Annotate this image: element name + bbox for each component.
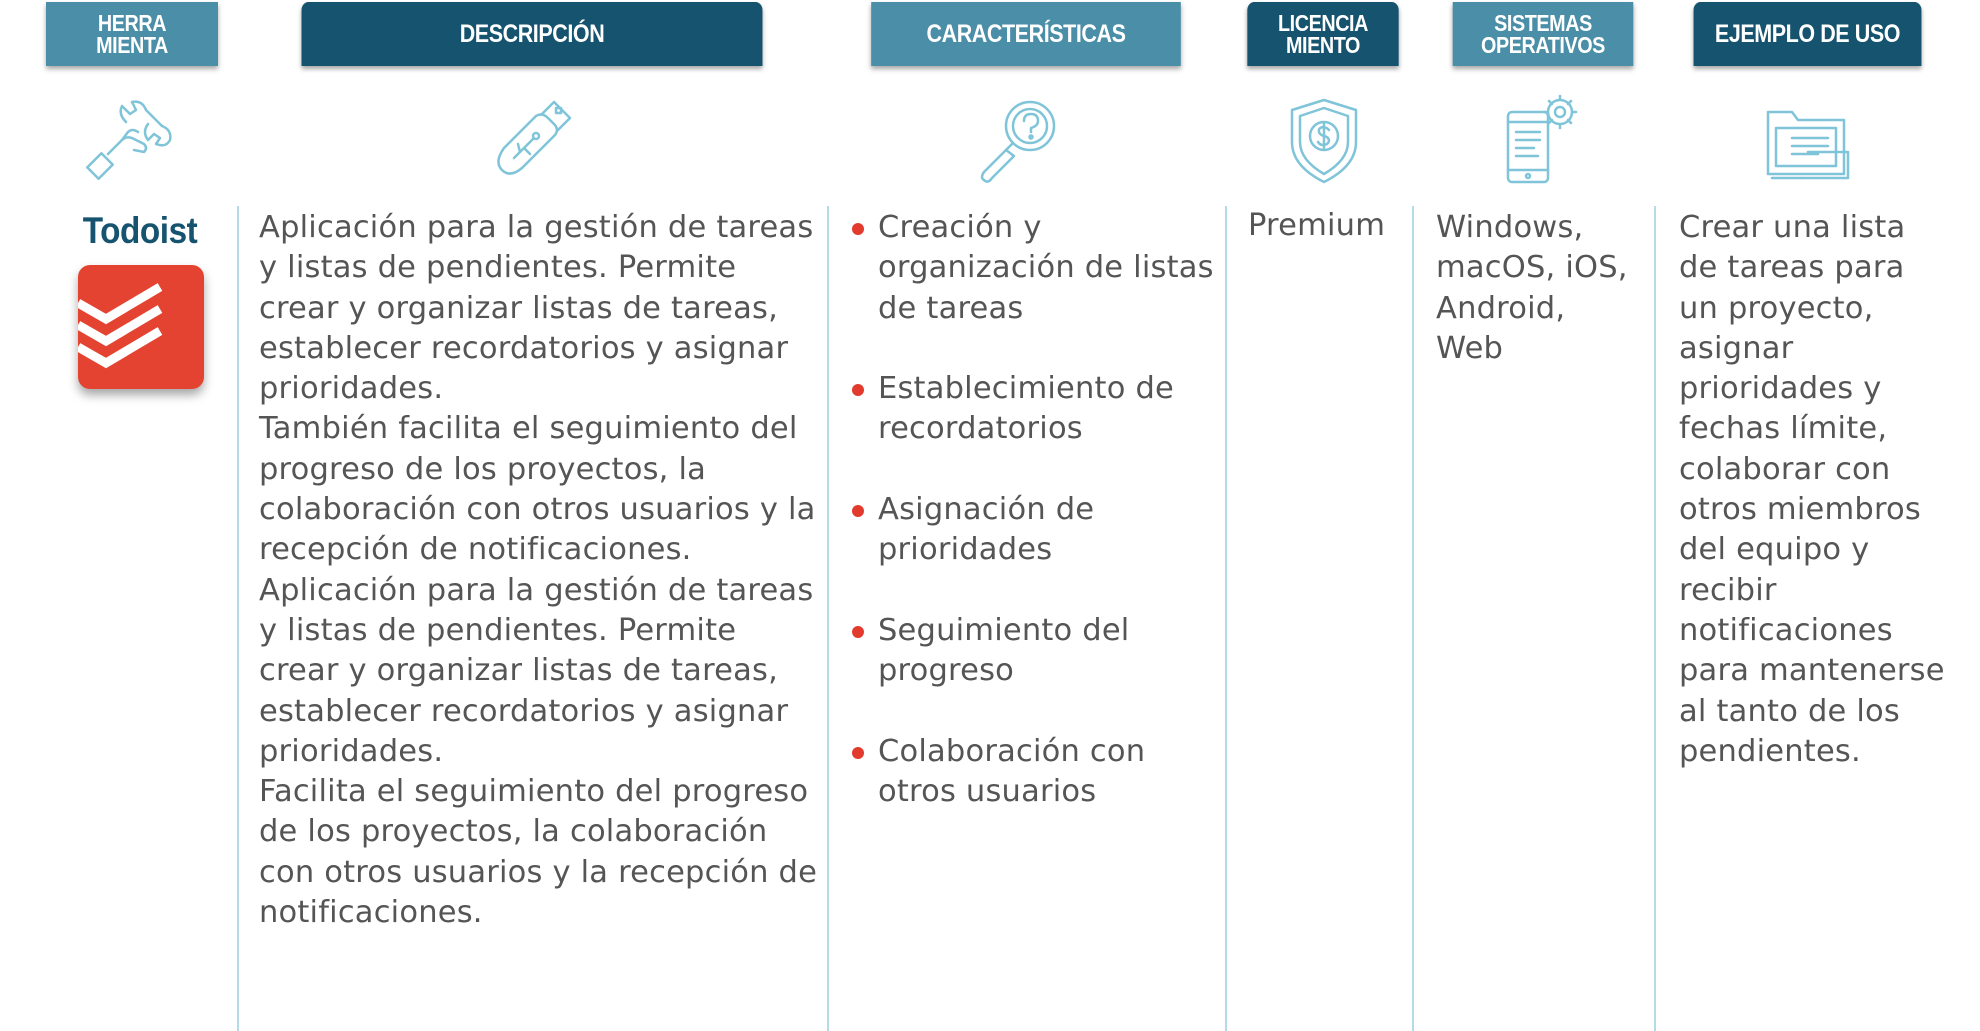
list-item: Seguimiento del progreso [846, 611, 1216, 692]
divider-3 [1225, 206, 1227, 1031]
os-cell: Windows, macOS, iOS, Android, Web [1436, 210, 1628, 366]
license-cell: Premium [1248, 208, 1386, 243]
header-license-line1: LICENCIA [1278, 10, 1368, 36]
list-item: Establecimiento de recordatorios [846, 369, 1216, 450]
divider-2 [827, 206, 829, 1031]
folder-document-icon [1758, 92, 1854, 188]
divider-1 [237, 206, 239, 1031]
header-features-label: CARACTERÍSTICAS [926, 20, 1126, 48]
magnifier-question-icon [972, 92, 1068, 188]
description-cell [259, 208, 819, 933]
shield-dollar-icon [1276, 92, 1372, 188]
list-item: Colaboración con otros usuarios [846, 732, 1216, 813]
mobile-gear-icon [1494, 92, 1590, 188]
list-item: Asignación de prioridades [846, 490, 1216, 571]
description-paragraph-1: Aplicación para la gestión de tareas y listas de pendientes. Permite crear y organizar listas de tareas, establecer recordatorios y asignar prioridades. [259, 210, 814, 407]
header-os [1453, 2, 1634, 66]
usb-drive-icon [484, 92, 580, 188]
wrench-hand-icon [82, 92, 178, 188]
header-example-label: EJEMPLO DE USO [1714, 20, 1901, 48]
header-license [1247, 2, 1398, 66]
example-cell: Crear una lista de tareas para un proyecto, asignar prioridades y fechas límite, colaborar con otros miembros del equipo y recibir notificaciones para mantenerse al tanto de los pendientes. [1679, 210, 1945, 769]
divider-5 [1654, 206, 1656, 1031]
todoist-logo-icon [78, 265, 204, 389]
description-paragraph-3: Aplicación para la gestión de tareas y listas de pendientes. Permite crear y organizar listas de tareas, establecer recordatorios y asignar prioridades. [259, 572, 814, 769]
header-tool [46, 2, 218, 66]
divider-4 [1412, 206, 1414, 1031]
features-list [846, 208, 1216, 812]
header-description-label: DESCRIPCIÓN [459, 20, 605, 48]
header-features [871, 2, 1181, 66]
tool-name: Todoist [82, 210, 198, 251]
header-example [1694, 2, 1922, 66]
header-os-line1: SISTEMAS [1494, 10, 1592, 36]
features-cell [846, 208, 1216, 853]
header-license-line2: MIENTO [1286, 32, 1360, 58]
header-tool-line1: HERRA [97, 10, 167, 36]
list-item: Creación y organización de listas de tareas [846, 208, 1216, 329]
header-description [302, 2, 763, 66]
description-paragraph-2: También facilita el seguimiento del progreso de los proyectos, la colaboración con otros usuarios y la recepción de notificaciones. [259, 411, 816, 568]
header-os-line2: OPERATIVOS [1481, 32, 1605, 58]
header-tool-line2: MIENTA [96, 32, 168, 58]
description-paragraph-4: Facilita el seguimiento del progreso de los proyectos, la colaboración con otros usuarios y la recepción de notificaciones. [259, 774, 818, 931]
